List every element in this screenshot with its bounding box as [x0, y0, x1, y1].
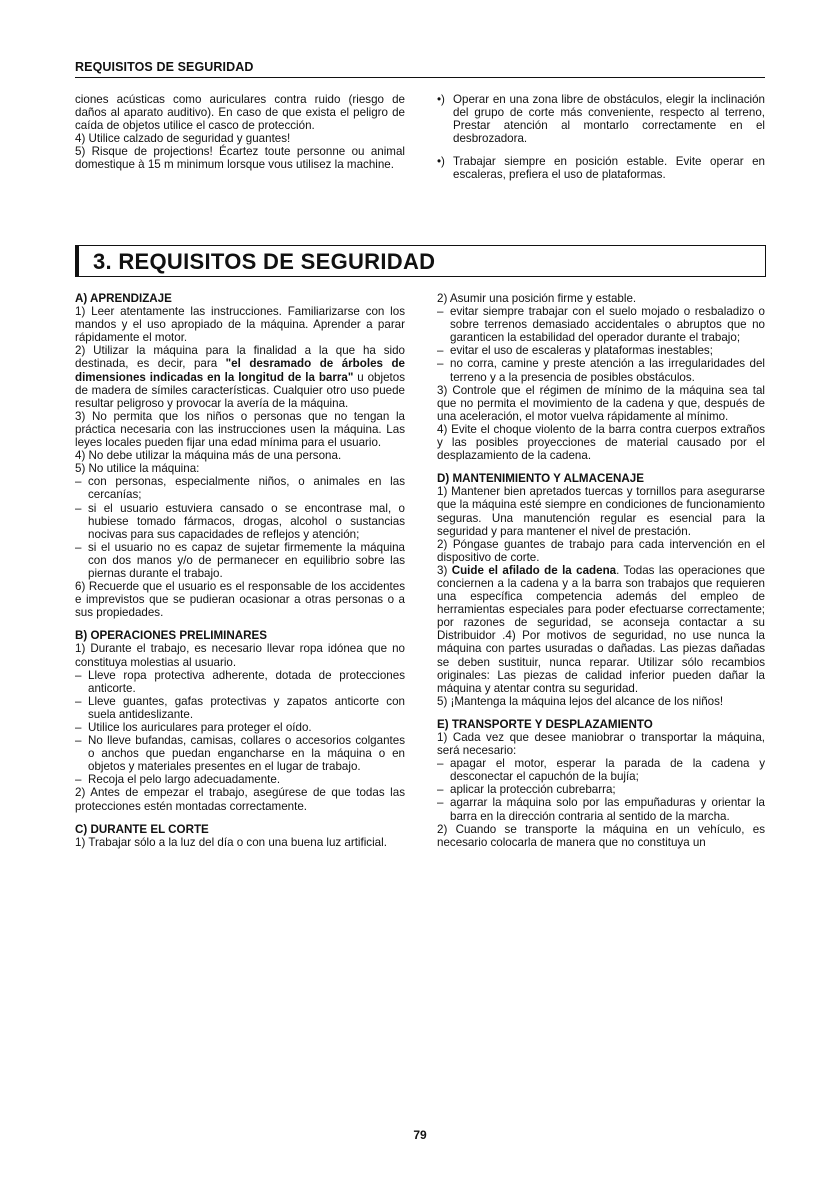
list-item — [75, 721, 405, 734]
dash-marker: – — [75, 540, 82, 554]
paragraph: 2) Asumir una posición firme y estable. — [437, 292, 637, 305]
list-text: Recoja el pelo largo adecuadamente. — [88, 773, 281, 787]
list-item — [75, 695, 405, 721]
list-text: si el usuario no es capaz de sujetar firmemente la máquina con dos manos y/o de permanecer en equilibrio sobre las piernas durante el trabajo. — [88, 540, 405, 580]
bullet-marker: •) — [437, 155, 445, 169]
dash-marker: – — [437, 783, 444, 797]
list-item — [437, 357, 765, 383]
bullet-marker: •) — [437, 93, 445, 106]
paragraph: 1) Durante el trabajo, es necesario llevar ropa idónea que no constituya molestias al usuario. — [75, 642, 405, 669]
top-left-column — [75, 93, 405, 172]
top-left-paragraph: ciones acústicas como auriculares contra ruido (riesgo de daños al aparato auditivo). En caso de que exista el peligro de caída de objetos utilice el casco de protección. — [75, 93, 405, 133]
dash-marker: – — [75, 501, 82, 515]
bold-text: "el desramado de árboles de dimensiones indicadas en la longitud de la barra" — [75, 357, 405, 384]
text: 2) Utilizar la máquina para la finalidad a la que ha sido destinada, es decir, para — [75, 344, 405, 371]
list-item — [437, 305, 765, 344]
bullet-text: Operar en una zona libre de obstáculos, elegir la inclinación del grupo de corte más conveniente, respecto al terreno, Prestar atención al montarlo correctamente en el desbrozadora. — [453, 93, 765, 146]
dash-marker: – — [75, 773, 82, 787]
paragraph: 6) Recuerde que el usuario es el responsable de los accidentes e imprevistos que se pudieran ocasionar a otras personas o a sus propiedades. — [75, 580, 405, 620]
dash-marker: – — [75, 734, 82, 748]
list-item — [75, 669, 405, 695]
dash-marker: – — [75, 475, 82, 489]
paragraph: 2) Póngase guantes de trabajo para cada intervención en el dispositivo de corte. — [437, 537, 765, 564]
list-item — [75, 734, 405, 773]
left-column — [75, 292, 405, 849]
dash-marker: – — [437, 357, 444, 371]
paragraph — [75, 344, 405, 409]
paragraph: 3) No permita que los niños o personas que no tengan la práctica necesaria con las instrucciones usen la máquina. Las leyes locales pueden fijar una edad mínima para el usuario. — [75, 409, 405, 450]
top-left-paragraph: 4) Utilice calzado de seguridad y guantes! — [75, 132, 291, 146]
list-item — [437, 796, 765, 822]
paragraph: 3) Controle que el régimen de mínimo de la máquina sea tal que no permita el movimiento de la cadena y que, después de una aceleración, el motor vuelva rápidamente al mínimo. — [437, 383, 765, 423]
section-title: 3. REQUISITOS DE SEGURIDAD — [93, 249, 436, 274]
list-item — [75, 502, 405, 541]
paragraph: 1) Mantener bien apretados tuercas y tornillos para asegurarse que la máquina esté siempre en condiciones de funcionamiento seguras. Una manutención regular es esencial para la seguridad y para mantener el nivel de prestación. — [437, 485, 765, 538]
list-text: agarrar la máquina solo por las empuñaduras y orientar la barra en la dirección contraria al sentido de la marcha. — [450, 796, 765, 823]
dash-marker: – — [75, 668, 82, 682]
list-text: Lleve ropa protectiva adherente, dotada de protecciones anticorte. — [88, 668, 405, 695]
paragraph — [437, 564, 765, 695]
top-right-column — [437, 93, 765, 182]
list-text: evitar el uso de escaleras y plataformas inestables; — [450, 344, 713, 358]
list-text: Utilice los auriculares para proteger el oído. — [88, 721, 312, 734]
right-column — [437, 292, 765, 849]
section-title-box — [75, 245, 766, 277]
list-text: apagar el motor, esperar la parada de la cadena y desconectar el capuchón de la bujía; — [450, 757, 765, 784]
section-heading-a: A) APRENDIZAJE — [75, 292, 172, 305]
section-heading-e: E) TRANSPORTE Y DESPLAZAMIENTO — [437, 717, 653, 731]
paragraph: 1) Leer atentamente las instrucciones. Familiarizarse con los mandos y el uso apropiado de la máquina. Aprender a parar rápidamente el motor. — [75, 305, 405, 345]
list-item — [75, 773, 405, 786]
list-text: no corra, camine y preste atención a las irregularidades del terreno y a la presencia de posibles obstáculos. — [450, 357, 765, 384]
list-text: Lleve guantes, gafas protectivas y zapatos anticorte con suela antideslizante. — [88, 694, 405, 721]
list-text: aplicar la protección cubrebarra; — [450, 783, 616, 797]
paragraph: 5) ¡Mantenga la máquina lejos del alcance de los niños! — [437, 694, 724, 708]
paragraph: 2) Antes de empezar el trabajo, asegúrese de que todas las protecciones estén montadas correctamente. — [75, 786, 405, 813]
list-text: No lleve bufandas, camisas, collares o accesorios colgantes o anchos que puedan engancharse en la máquina o en objetos y materiales presentes en el lugar de trabajo. — [88, 734, 405, 774]
dash-marker: – — [437, 796, 444, 810]
paragraph: 1) Trabajar sólo a la luz del día o con una buena luz artificial. — [75, 835, 387, 849]
list-text: evitar siempre trabajar con el suelo mojado o resbaladizo o sobre terrenos demasiado accidentales o abruptos que no garanticen la estabilidad del operador durante el trabajo; — [450, 305, 765, 345]
text: . Todas las operaciones que conciernen a la cadena y a la barra son trabajos que requieren una específica competencia además del empleo de herramientas especiales para poder efectuarse correctamente; por razones de seguridad, se aconseja contactar a su Distribuidor .4) Por motivos de seguridad, no use nunca la máquina con partes usuradas o dañadas. Las piezas dañadas se deben sustituir, nunca reparar. Utilizar sólo recambios originales: Las piezas de calidad inferior pueden dañar la máquina y atentar contra su seguridad. — [437, 563, 766, 695]
top-left-paragraph: 5) Risque de projections! Écartez toute personne ou animal domestique à 15 m minimum lorsque vous utilisez la machine. — [75, 145, 405, 172]
bullet-item — [437, 155, 765, 181]
bullet-item — [437, 93, 765, 145]
paragraph: 2) Cuando se transporte la máquina en un vehículo, es necesario colocarla de manera que no constituya un — [437, 822, 765, 849]
page-number: 79 — [413, 1128, 427, 1142]
section-heading-b: B) OPERACIONES PRELIMINARES — [75, 629, 267, 643]
paragraph: 1) Cada vez que desee maniobrar o transportar la máquina, será necesario: — [437, 731, 765, 758]
running-header: REQUISITOS DE SEGURIDAD — [75, 60, 254, 74]
bullet-text: Trabajar siempre en posición estable. Evite operar en escaleras, prefiera el uso de plataformas. — [453, 155, 765, 182]
paragraph: 4) No debe utilizar la máquina más de una persona. — [75, 449, 342, 463]
text: u objetos de madera de símiles características. Cualquier otro uso puede resultar peligroso y provocar la avería de la máquina. — [75, 370, 405, 410]
list-item — [437, 344, 765, 357]
section-heading-c: C) DURANTE EL CORTE — [75, 822, 209, 836]
dash-marker: – — [75, 721, 82, 734]
list-item — [437, 783, 765, 796]
bold-text: Cuide el afilado de la cadena — [451, 563, 617, 577]
paragraph: 5) No utilice la máquina: — [75, 462, 200, 476]
list-text: con personas, especialmente niños, o animales en las cercanías; — [88, 475, 405, 502]
text: 3) — [437, 563, 452, 577]
dash-marker: – — [437, 757, 444, 771]
dash-marker: – — [75, 694, 82, 708]
paragraph: 4) Evite el choque violento de la barra contra cuerpos extraños y las posibles proyecciones de material causado por el desplazamiento de la cadena. — [437, 422, 765, 463]
section-heading-d: D) MANTENIMIENTO Y ALMACENAJE — [437, 472, 644, 486]
list-item — [75, 541, 405, 580]
list-item — [437, 757, 765, 783]
list-item — [75, 475, 405, 501]
dash-marker: – — [437, 305, 444, 319]
list-text: si el usuario estuviera cansado o se encontrase mal, o hubiese tomado fármacos, drogas, alcohol o sustancias nocivas para sus capacidades de reflejos y atención; — [88, 501, 405, 541]
dash-marker: – — [437, 344, 444, 358]
header-rule — [75, 77, 765, 78]
